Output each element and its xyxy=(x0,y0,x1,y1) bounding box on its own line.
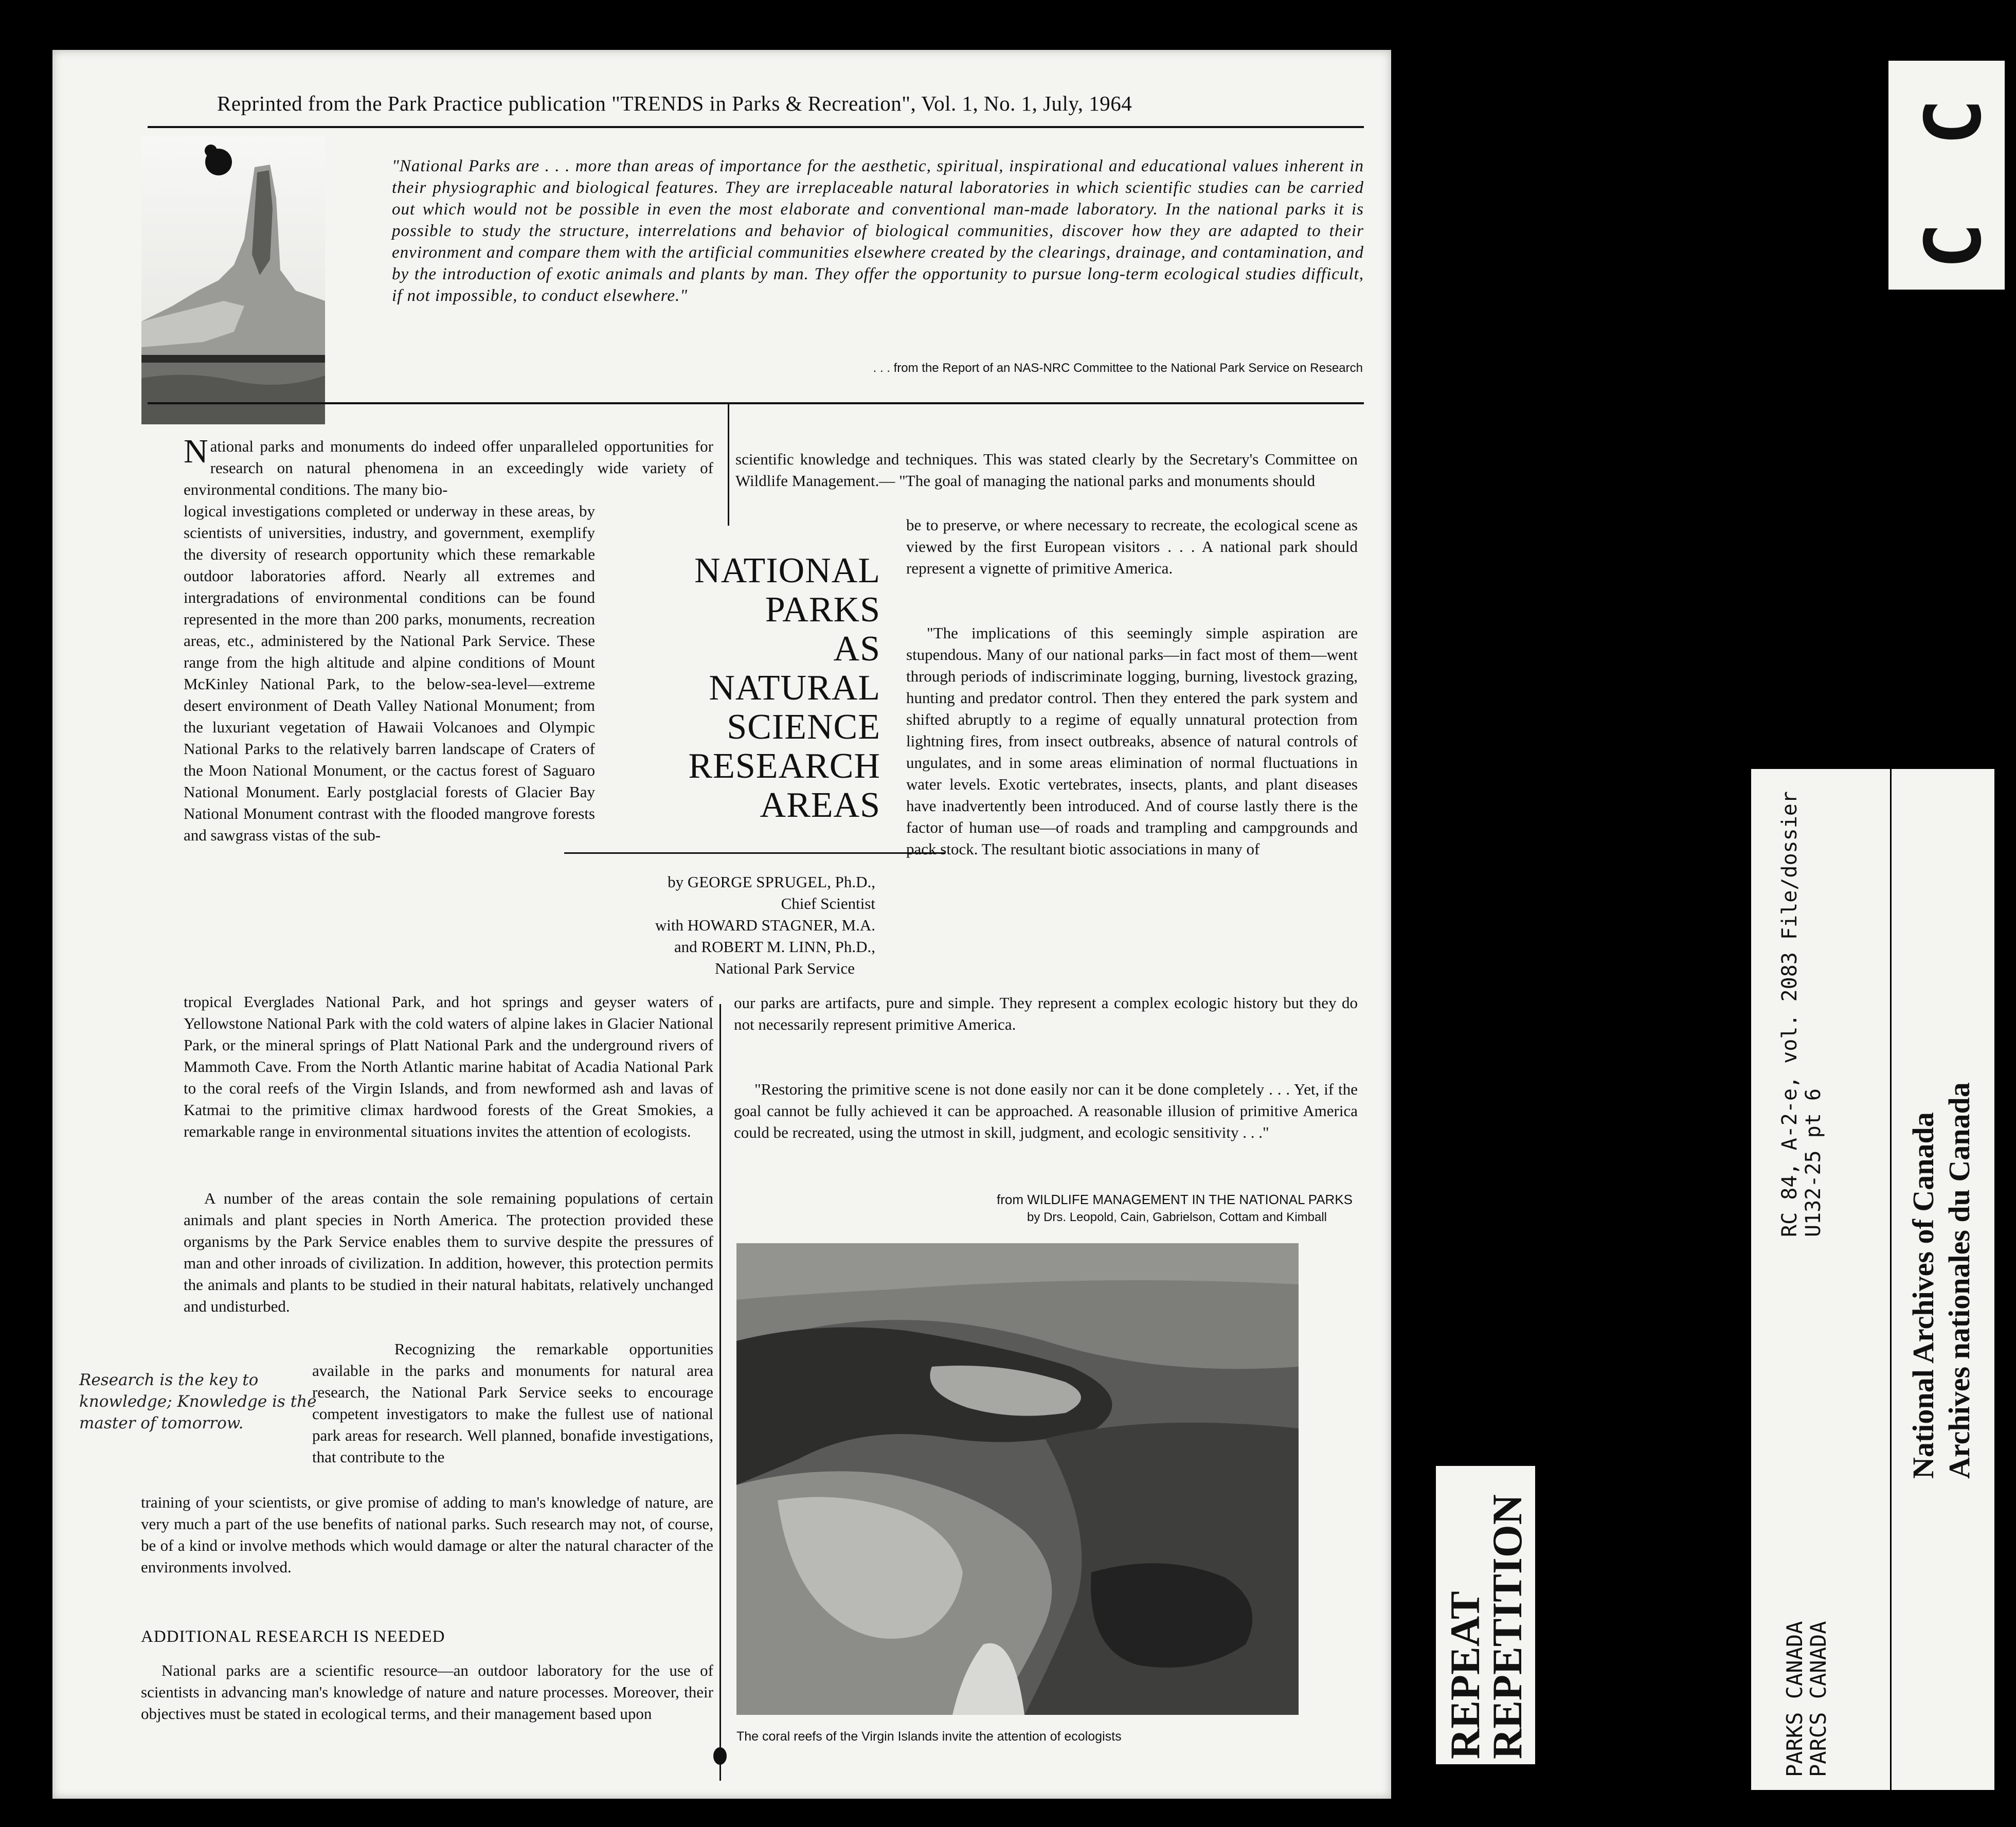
intro-top-block xyxy=(184,433,713,500)
byline-line-2: Chief Scientist xyxy=(781,894,875,912)
byline-line-3: with HOWARD STAGNER, M.A. xyxy=(655,916,875,934)
dept-en: PARKS CANADA xyxy=(1782,1621,1807,1777)
quote-source: . . . from the Report of an NAS-NRC Committee to the National Park Service on Research xyxy=(873,361,1363,375)
binding-hole-mark xyxy=(713,1747,727,1765)
archives-card xyxy=(1892,769,1994,1790)
rock-formation-photo xyxy=(141,136,325,424)
intro-narrow-block xyxy=(184,500,595,846)
title-line-1: NATIONAL xyxy=(694,551,880,590)
right-paragraph-restoring: "Restoring the primitive scene is not done easily nor can it be done completely . . . Yet, if the goal cannot be fully achieved it can be approached. A reasonable illusion of primitive America could be recreated, using the utmost in skill, judgment, and ecologic sensitivity . . ." xyxy=(734,1080,1358,1141)
photo-caption: The coral reefs of the Virgin Islands invite the attention of ecologists xyxy=(736,1729,1122,1744)
right-paragraph-top: scientific knowledge and techniques. This was stated clearly by the Secretary's Committee on Wildlife Management.— "The goal of managing the national parks and monuments should xyxy=(735,450,1358,490)
virgin-islands-aerial-photo xyxy=(736,1243,1299,1715)
wildlife-source-line-2: by Drs. Leopold, Cain, Gabrielson, Cottam and Kimball xyxy=(1027,1210,1327,1224)
file-reference: RC 84, A-2-e, vol. 2083 File/dossier U132-25 pt 6 xyxy=(1778,791,1825,1237)
intro-paragraph-top: National parks and monuments do indeed offer unparalleled opportunities for research on natural phenomena in an exceedingly wide variety of environmental conditions. The many bio- xyxy=(184,433,713,498)
archives-fr: Archives nationales du Canada xyxy=(1942,1082,1976,1479)
title-line-4: NATURAL xyxy=(709,668,880,708)
right-narrow-block-2 xyxy=(906,622,1358,860)
para2-block xyxy=(184,1188,713,1317)
intro-wide-block xyxy=(184,991,713,1142)
right-paragraph-artifacts: our parks are artifacts, pure and simple. They represent a complex ecologic history but they do not necessarily represent primitive America. xyxy=(734,994,1358,1033)
right-quote2-block xyxy=(734,1079,1358,1143)
frame-mark-card xyxy=(1888,61,2005,290)
file-reference-card xyxy=(1751,769,1890,1790)
intro-paragraph-narrow: logical investigations completed or underway in these areas, by scientists of universities, industry, and government, exemplify the diversity of research opportunity which these remarkable outdoor laboratories afford. Nearly all extremes and intergradations of environmental conditions can be found represented in the more than 200 parks, monuments, recreation areas, etc., administered by the National Park Service. These range from the high altitude and alpine conditions of Mount McKinley National Park, to the below-sea-level—extreme desert environment of Death Valley National Monument; from the luxuriant vegetation of Hawaii Volcanoes and Olympic National Parks to the relatively barren landscape of Craters of the Moon National Monument, or the cactus forest of Saguaro National Monument. Early postglacial forests of Glacier Bay National Monument contrast with the flooded mangrove forests and sawgrass vistas of the sub- xyxy=(184,502,595,844)
header-rule xyxy=(148,126,1364,128)
column-divider-bottom xyxy=(719,1004,721,1781)
title-rule xyxy=(564,852,945,854)
section-heading: ADDITIONAL RESEARCH IS NEEDED xyxy=(141,1627,445,1646)
article-title xyxy=(587,551,880,825)
paragraph-recognizing: Recognizing the remarkable opportunities available in the parks and monuments for natural area research, the National Park Service seeks to encourage competent investigators to make the fullest use of national park areas for research. Well planned, bonafide investigations, that contribute to the xyxy=(312,1340,713,1466)
byline-block xyxy=(567,871,875,979)
byline-line-1: by GEORGE SPRUGEL, Ph.D., xyxy=(668,873,875,891)
repeat-stamp xyxy=(1436,1466,1535,1764)
title-line-3: AS xyxy=(833,629,880,669)
wildlife-source-line-1: from WILDLIFE MANAGEMENT IN THE NATIONAL PARKS xyxy=(997,1192,1353,1207)
reprint-header: Reprinted from the Park Practice publication "TRENDS in Parks & Recreation", Vol. 1, No. 1, July, 1964 xyxy=(217,92,1132,115)
title-line-5: SCIENCE xyxy=(727,707,880,747)
para3-narrow-block xyxy=(312,1338,713,1468)
frame-mark: C C xyxy=(1909,83,1999,269)
right-wide-block xyxy=(734,992,1358,1035)
paragraph-scientific-resource: National parks are a scientific resource—an outdoor laboratory for the use of scientists in advancing man's knowledge of nature and nature processes. Moreover, their objectives must be stated in ecological terms, and their management based upon xyxy=(141,1661,713,1723)
byline-line-5: National Park Service xyxy=(714,959,855,977)
right-top-block xyxy=(735,449,1358,492)
repetition-label: REPETITION xyxy=(1484,1494,1531,1759)
para3-wide-block xyxy=(141,1492,713,1578)
byline-line-4: and ROBERT M. LINN, Ph.D., xyxy=(674,938,875,956)
top-section-rule xyxy=(148,402,1364,404)
dept-fr: PARCS CANADA xyxy=(1806,1621,1831,1777)
title-line-6: RESEARCH xyxy=(688,746,880,786)
right-narrow-block-1 xyxy=(906,514,1358,579)
drop-cap: N xyxy=(184,433,208,470)
intro-paragraph-wide: tropical Everglades National Park, and hot springs and geyser waters of Yellowstone National Park with the cold waters of alpine lakes in Glacier National Park, or the mineral springs of Platt National Park and the underground rivers of Mammoth Cave. From the North Atlantic marine habitat of Acadia National Park to the coral reefs of the Virgin Islands, and from newformed ash and lavas of Katmai to the primitive climax hardwood forests of the Great Smokies, a remarkable range in environmental situations invites the attention of ecologists. xyxy=(184,993,713,1140)
paragraph-training: training of your scientists, or give promise of adding to man's knowledge of nature, are very much a part of the use benefits of national parks. Such research may not, of course, be of a kind or involve methods which would damage or alter the natural character of the environments involved. xyxy=(141,1493,713,1576)
document-page xyxy=(52,50,1391,1799)
nas-nrc-quote: "National Parks are . . . more than areas of importance for the aesthetic, spiritual, inspirational and educational values inherent in their physiographic and biological features. They are irreplaceable natural laboratories in which scientific studies can be carried out which would not be possible in even the most elaborate and conventional man-made laboratory. In the national parks it is possible to study the structure, interrelations and behavior of biological communities, discover how they are adapted to their environment and compare them with the artificial communities elsewhere created by the clearings, drainage, and contamination, and by the introduction of exotic animals and plants by man. They offer the opportunity to pursue long-term ecological studies difficult, if not impossible, to conduct elsewhere." xyxy=(392,157,1364,305)
para4-block xyxy=(141,1660,713,1725)
title-line-2: PARKS xyxy=(765,590,880,630)
title-line-7: AREAS xyxy=(760,785,880,825)
right-paragraph-implications: "The implications of this seemingly simple aspiration are stupendous. Many of our national parks—in fact most of them—went through periods of indiscriminate logging, burning, livestock grazing, hunting and predator control. Then they entered the park system and shifted abruptly to a regime of equally unnatural protection from lightning fires, from insect outbreaks, absence of natural controls of ungulates, and in some areas elimination of normal fluctuations in water levels. Exotic vertebrates, insects, plants, and plant diseases have inadvertently been introduced. And of course lastly there is the factor of human use—of roads and trampling and campgrounds and pack stock. The resultant biotic associations in many of xyxy=(906,624,1358,858)
handwritten-note: Research is the key to knowledge; Knowledge is the master of tomorrow. xyxy=(79,1371,317,1432)
paragraph-populations: A number of the areas contain the sole remaining populations of certain animals and plant species in North America. The protection provided these organisms by the Park Service enables them to survive despite the pressures of man and other inroads of civilization. In addition, however, this protection permits the animals and plants to be studied in their natural habitats, relatively unchanged and undisturbed. xyxy=(184,1189,713,1315)
repeat-label: REPEAT xyxy=(1442,1591,1488,1759)
column-divider-top xyxy=(728,402,729,526)
right-paragraph-goal: be to preserve, or where necessary to recreate, the ecological scene as viewed by the first European visitors . . . A national park should represent a vignette of primitive America. xyxy=(906,516,1358,577)
archives-en: National Archives of Canada xyxy=(1906,1112,1940,1479)
